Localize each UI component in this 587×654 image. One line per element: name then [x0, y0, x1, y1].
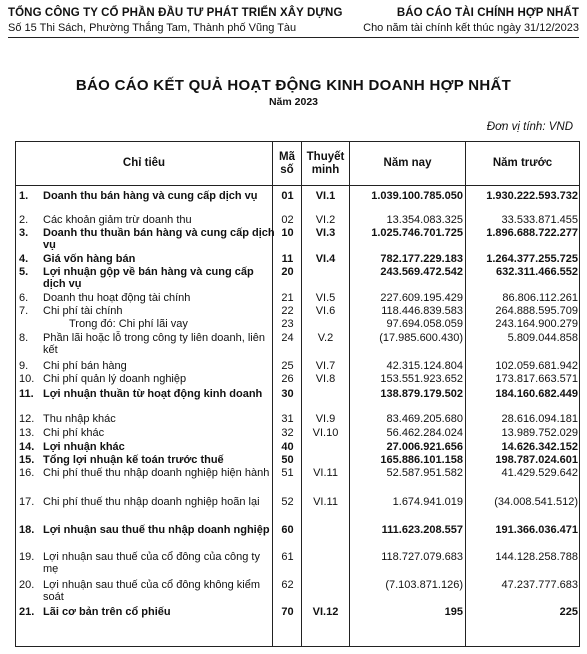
table-row — [16, 292, 579, 305]
row-code: 25 — [281, 360, 294, 372]
row-previous-year: 191.366.036.471 — [495, 524, 578, 536]
row-previous-year: 1.930.222.593.732 — [486, 190, 578, 202]
table-row — [16, 266, 579, 290]
table-row — [16, 227, 579, 251]
row-code: 23 — [281, 318, 294, 330]
row-previous-year: 13.989.752.029 — [501, 427, 578, 439]
row-note: VI.8 — [315, 373, 336, 385]
row-current-year: 227.609.195.429 — [380, 292, 463, 304]
row-current-year: (17.985.600.430) — [379, 332, 463, 344]
row-note: VI.5 — [315, 292, 336, 304]
row-note: VI.3 — [315, 227, 336, 239]
table-row — [16, 579, 579, 604]
row-code: 60 — [281, 524, 294, 536]
row-note: VI.2 — [315, 214, 336, 226]
row-label: Thu nhập khác — [43, 413, 116, 425]
row-previous-year: 1.264.377.255.725 — [486, 253, 578, 265]
row-note: V.2 — [317, 332, 334, 344]
table-row — [16, 214, 579, 226]
row-current-year: 56.462.284.024 — [386, 427, 463, 439]
table-row — [16, 524, 579, 548]
table-row — [16, 190, 579, 214]
row-number: 13. — [19, 427, 35, 439]
row-number: 16. — [19, 467, 35, 479]
row-label: Chi phí quản lý doanh nghiệp — [43, 373, 187, 385]
row-label: Lợi nhuận sau thuế của cổ đông của công ty mẹ — [43, 551, 260, 575]
row-code: 31 — [281, 413, 294, 425]
row-previous-year: 198.787.024.601 — [495, 454, 578, 466]
row-label: Lợi nhuận sau thuế thu nhập doanh nghiệp — [43, 524, 270, 536]
row-current-year: 118.727.079.683 — [381, 551, 463, 563]
row-code: 01 — [281, 190, 294, 202]
table-row — [16, 454, 579, 466]
page-title: BÁO CÁO KẾT QUẢ HOẠT ĐỘNG KINH DOANH HỢP NHẤT — [75, 77, 512, 94]
row-number: 4. — [19, 253, 29, 265]
row-current-year: 1.674.941.019 — [392, 496, 463, 508]
row-label: Chi phí thuế thu nhập doanh nghiệp hoãn lại — [43, 496, 260, 508]
row-previous-year: 41.429.529.642 — [501, 467, 578, 479]
col-header-thuyet-minh: Thuyết minh — [306, 150, 345, 176]
row-current-year: 195 — [444, 606, 463, 618]
table-row — [16, 305, 579, 318]
row-label: Lãi cơ bản trên cổ phiếu — [43, 606, 171, 618]
currency-unit: Đơn vị tính: VND — [486, 121, 573, 133]
row-number: 12. — [19, 413, 35, 425]
row-label: Chi phí tài chính — [43, 305, 123, 317]
row-number: 15. — [19, 454, 35, 466]
row-code: 52 — [281, 496, 294, 508]
address-header — [8, 22, 579, 34]
row-previous-year: 33.533.871.455 — [501, 214, 578, 226]
row-code: 24 — [281, 332, 294, 344]
company-name: TỔNG CÔNG TY CỔ PHẦN ĐẦU TƯ PHÁT TRIỂN XÂY DỰNG — [8, 7, 343, 19]
row-previous-year: 14.626.342.152 — [501, 441, 578, 453]
row-code: 70 — [281, 606, 294, 618]
row-code: 30 — [281, 388, 294, 400]
header-divider — [8, 37, 579, 38]
table-row — [16, 360, 579, 372]
row-previous-year: 47.237.777.683 — [501, 579, 578, 591]
row-number: 14. — [19, 441, 35, 453]
row-current-year: 52.587.951.582 — [386, 467, 463, 479]
report-year: Năm 2023 — [268, 96, 319, 108]
table-row — [16, 388, 579, 412]
row-previous-year: 144.128.258.788 — [495, 551, 578, 563]
row-code: 02 — [281, 214, 294, 226]
row-label: Chi phí bán hàng — [43, 360, 127, 372]
row-code: 20 — [281, 266, 294, 278]
table-row — [16, 496, 579, 521]
row-previous-year: (34.008.541.512) — [494, 496, 578, 508]
row-number: 3. — [19, 227, 29, 239]
table-row — [16, 253, 579, 265]
row-note: VI.7 — [315, 360, 336, 372]
row-number: 1. — [19, 190, 29, 202]
row-label: Giá vốn hàng bán — [43, 253, 136, 265]
row-previous-year: 184.160.682.449 — [495, 388, 578, 400]
row-code: 32 — [281, 427, 294, 439]
table-row — [16, 413, 579, 426]
row-current-year: 83.469.205.680 — [386, 413, 463, 425]
row-code: 10 — [281, 227, 294, 239]
row-note: VI.9 — [315, 413, 336, 425]
row-current-year: 243.569.472.542 — [380, 266, 463, 278]
row-code: 50 — [281, 454, 294, 466]
row-number: 11. — [19, 388, 34, 400]
row-note: VI.10 — [312, 427, 339, 439]
row-previous-year: 5.809.044.858 — [507, 332, 578, 344]
row-number: 6. — [19, 292, 29, 304]
header-row-divider — [16, 185, 579, 186]
row-note: VI.1 — [315, 190, 336, 202]
table-row — [16, 318, 579, 331]
table-row — [16, 427, 579, 440]
row-label: Chi phí khác — [43, 427, 105, 439]
row-previous-year: 102.059.681.942 — [495, 360, 578, 372]
row-previous-year: 264.888.595.709 — [495, 305, 578, 317]
row-label: Lợi nhuận gộp về bán hàng và cung cấp dịch vụ — [43, 266, 254, 290]
row-number: 5. — [19, 266, 29, 278]
row-note: VI.12 — [312, 606, 339, 618]
row-code: 62 — [281, 579, 294, 591]
col-header-chi-tieu: Chỉ tiêu — [122, 157, 166, 169]
row-label: Lợi nhuận khác — [43, 441, 125, 453]
row-current-year: 153.551.923.652 — [380, 373, 463, 385]
table-row — [16, 551, 579, 576]
row-current-year: 782.177.229.183 — [380, 253, 463, 265]
row-current-year: 165.886.101.158 — [380, 454, 463, 466]
table-row — [16, 332, 579, 357]
table-row — [16, 606, 579, 618]
row-label: Doanh thu bán hàng và cung cấp dịch vụ — [43, 190, 258, 202]
row-label: Trong đó: Chi phí lãi vay — [69, 318, 188, 330]
row-number: 9. — [19, 360, 29, 372]
table-row — [16, 373, 579, 386]
row-number: 19. — [19, 551, 35, 563]
report-type: BÁO CÁO TÀI CHÍNH HỢP NHẤT — [396, 7, 579, 19]
row-number: 7. — [19, 305, 29, 317]
row-current-year: 138.879.179.502 — [380, 388, 463, 400]
row-previous-year: 225 — [559, 606, 578, 618]
row-label: Chi phí thuế thu nhập doanh nghiệp hiện hành — [43, 467, 270, 479]
col-header-ma-so: Mã số — [279, 150, 295, 176]
row-previous-year: 173.817.663.571 — [495, 373, 578, 385]
row-code: 26 — [281, 373, 294, 385]
row-number: 21. — [19, 606, 35, 618]
row-current-year: 97.694.058.059 — [386, 318, 463, 330]
row-code: 51 — [281, 467, 294, 479]
row-code: 61 — [281, 551, 294, 563]
row-current-year: 1.025.746.701.725 — [371, 227, 463, 239]
row-number: 18. — [19, 524, 35, 536]
table-body — [16, 190, 579, 618]
row-number: 20. — [19, 579, 35, 591]
row-label: Các khoản giảm trừ doanh thu — [43, 214, 192, 226]
row-note: VI.4 — [315, 253, 336, 265]
row-number: 10. — [19, 373, 35, 385]
row-current-year: 13.354.083.325 — [386, 214, 463, 226]
row-code: 11 — [281, 253, 294, 265]
table-row — [16, 467, 579, 492]
row-number: 17. — [19, 496, 35, 508]
row-label: Lợi nhuận thuần từ hoạt động kinh doanh — [43, 388, 263, 400]
row-code: 40 — [281, 441, 294, 453]
row-label: Doanh thu hoạt động tài chính — [43, 292, 191, 304]
row-current-year: 1.039.100.785.050 — [371, 190, 463, 202]
row-code: 21 — [281, 292, 294, 304]
row-current-year: (7.103.871.126) — [385, 579, 463, 591]
row-previous-year: 28.616.094.181 — [501, 413, 578, 425]
col-header-nam-nay: Năm nay — [383, 157, 432, 169]
row-previous-year: 1.896.688.722.277 — [486, 227, 578, 239]
company-address: Số 15 Thi Sách, Phường Thắng Tam, Thành phố Vũng Tàu — [8, 22, 297, 34]
row-number: 2. — [19, 214, 29, 226]
income-statement-table — [15, 141, 580, 647]
row-label: Doanh thu thuần bán hàng và cung cấp dịch vụ — [43, 227, 275, 251]
report-period: Cho năm tài chính kết thúc ngày 31/12/2023 — [363, 22, 579, 34]
row-current-year: 111.623.208.557 — [381, 524, 463, 536]
col-header-nam-truoc: Năm trước — [492, 157, 553, 169]
row-current-year: 27.006.921.656 — [386, 441, 463, 453]
row-note: VI.11 — [313, 496, 338, 508]
row-code: 22 — [281, 305, 294, 317]
row-previous-year: 86.806.112.261 — [502, 292, 578, 304]
row-label: Lợi nhuận sau thuế của cổ đông không kiểm soát — [43, 579, 260, 603]
row-current-year: 118.446.839.583 — [381, 305, 463, 317]
table-row — [16, 441, 579, 453]
row-note: VI.11 — [313, 467, 338, 479]
row-label: Tổng lợi nhuận kế toán trước thuế — [43, 454, 224, 466]
row-current-year: 42.315.124.804 — [386, 360, 463, 372]
row-label: Phần lãi hoặc lỗ trong công ty liên doanh, liên kết — [43, 332, 265, 356]
row-previous-year: 243.164.900.279 — [495, 318, 578, 330]
row-number: 8. — [19, 332, 29, 344]
row-previous-year: 632.311.466.552 — [496, 266, 578, 278]
row-note: VI.6 — [315, 305, 336, 317]
company-header — [8, 7, 579, 19]
